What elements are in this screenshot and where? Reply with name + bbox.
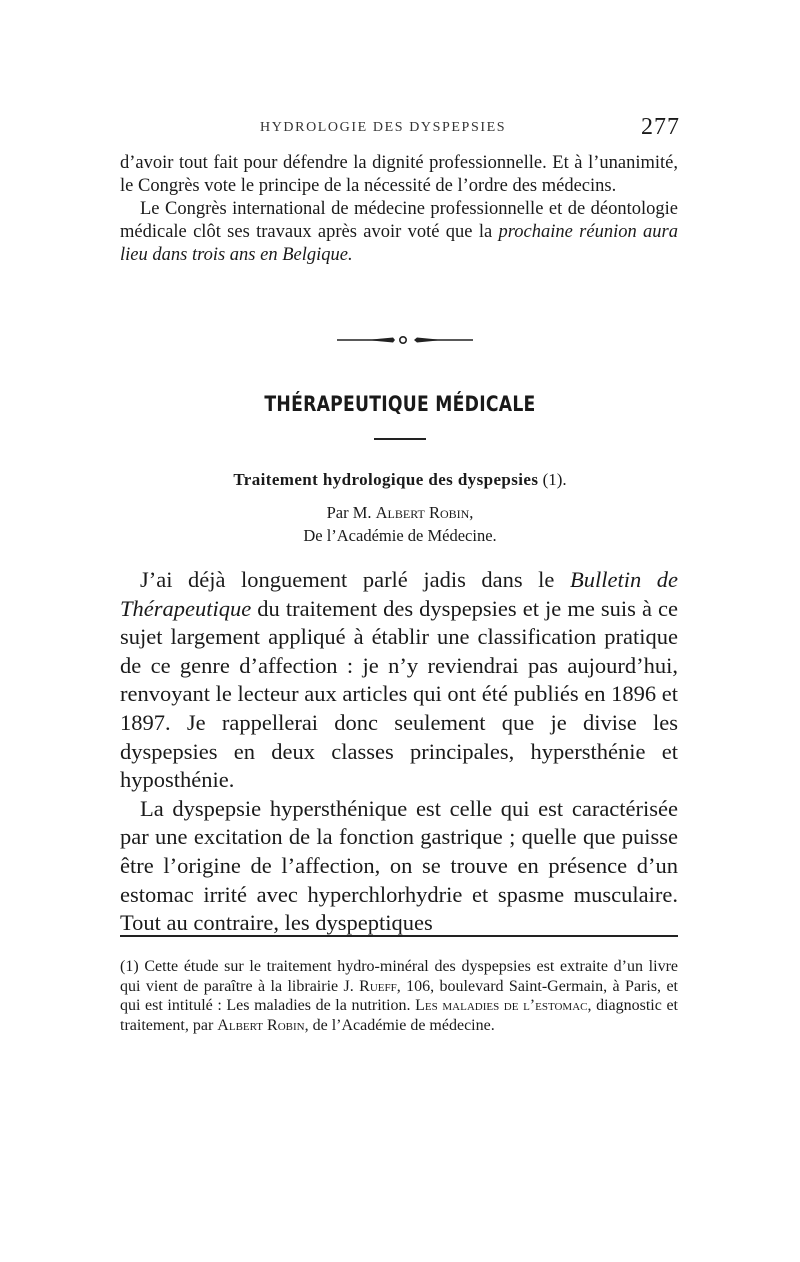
footnote-series: Les maladies de l’estomac — [415, 997, 588, 1015]
previous-article-paragraph-2-italic: prochaine réunion aura lieu dans trois ans en Belgique. — [120, 222, 678, 265]
page-number: 277 — [641, 114, 680, 140]
footnote-text-b: , 106, boulevard Saint-Germain, à Paris, et qui est intitulé : Les maladies de la nutrition. — [120, 977, 678, 1015]
article-body — [120, 566, 678, 938]
footnote — [120, 957, 678, 1035]
previous-article-paragraph-2 — [120, 198, 678, 267]
author-prefix: Par M. — [326, 503, 376, 522]
author-name: Albert Robin, — [375, 503, 474, 522]
footnote-text-d: , de l’Académie de médecine. — [304, 1016, 495, 1034]
footnote-rule — [120, 935, 678, 937]
footnote-text-a: (1) Cette étude sur le traitement hydro-minéral des dyspepsies est extraite d’un livre qui vient de paraître à la librairie J. — [120, 958, 678, 995]
body-paragraph-1 — [120, 566, 678, 795]
footnote-author: Albert Robin — [217, 1016, 305, 1034]
body-paragraph-1-italic: Bulletin de Thérapeutique — [120, 567, 678, 621]
previous-article-paragraph-2-text: Le Congrès international de médecine professionnelle et de déontologie médicale clôt ses travaux après avoir voté que la — [120, 199, 678, 242]
footnote-publisher: Rueff — [359, 977, 397, 995]
running-head-title: HYDROLOGIE DES DYSPEPSIES — [260, 120, 507, 135]
body-paragraph-2: La dyspepsie hypersthénique est celle qui est caractérisée par une excitation de la fonction gastrique ; quelle que puisse être l’origine de l’affection, on se trouve en présence d’un estomac irrité avec hyperchlorhydrie et spasme musculaire. Tout au contraire, les dyspeptiques — [120, 795, 678, 936]
previous-article-paragraph-1: d’avoir tout fait pour défendre la dignité professionnelle. Et à l’unanimité, le Congrès vote le principe de la nécessité de l’ordre des médecins. — [120, 153, 678, 196]
author-line — [120, 503, 680, 523]
article-title-note: (1). — [538, 470, 567, 489]
footnote-text-c: , diagnostic et traitement, par — [120, 997, 679, 1034]
body-paragraph-1-rest: du traitement des dyspepsies et je me suis à ce sujet largement appliqué à établir une classification pratique de ce genre d’affection : je n’y reviendrai pas aujourd’hui, renvoyant le lecteur aux articles qui ont été publiés en 1896 et 1897. Je rappellerai donc seulement que je divise les dyspepsies en deux classes principales, hypersthénie et hyposthénie. — [120, 595, 678, 793]
article-title-text: Traitement hydrologique des dyspepsies — [233, 470, 539, 489]
section-title: THÉRAPEUTIQUE MÉDICALE — [264, 392, 536, 416]
section-divider-ornament — [337, 333, 473, 347]
previous-article-text — [120, 152, 678, 267]
author-affiliation: De l’Académie de Médecine. — [303, 526, 497, 545]
article-title — [120, 470, 680, 490]
body-paragraph-1-start: J’ai déjà longuement parlé jadis dans le — [140, 567, 570, 592]
running-head — [120, 114, 680, 144]
section-title-rule — [374, 438, 426, 440]
